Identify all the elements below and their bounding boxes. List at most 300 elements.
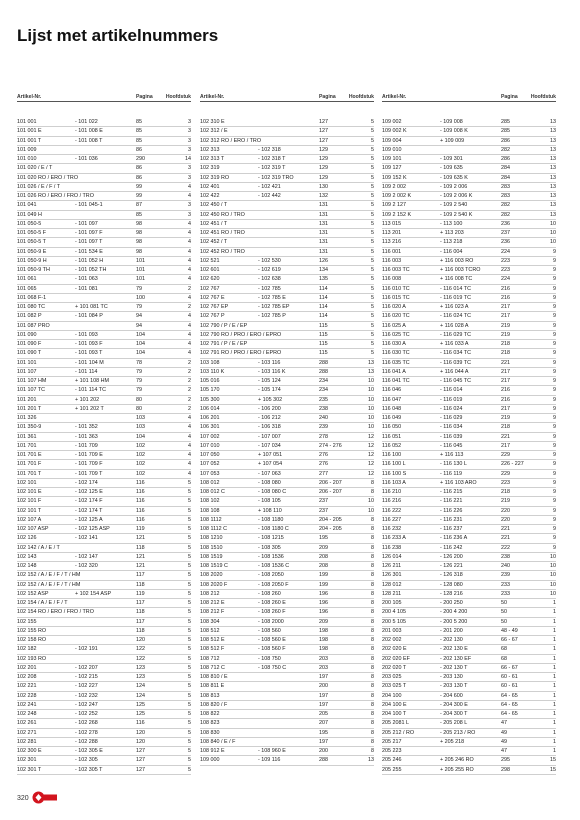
page-ref: 115 <box>319 341 328 347</box>
article-to: - 102 318 <box>258 146 281 153</box>
page-ref: 218 <box>501 341 510 347</box>
article-to: + 116 008 TC <box>440 276 473 283</box>
table-row <box>200 386 374 395</box>
table-row <box>200 248 374 257</box>
article-to: - 109 008 K <box>440 128 468 135</box>
article-to: - 102 247 <box>75 701 98 708</box>
page-ref: 85 <box>136 128 142 135</box>
table-row <box>17 164 191 173</box>
article-from: 116 238 <box>382 544 402 551</box>
article-from: 109 2 002 K <box>382 193 412 199</box>
article-from: 101 061 <box>17 276 37 283</box>
article-from: 109 2 127 <box>382 202 406 209</box>
chapter-ref: 10 <box>368 387 374 394</box>
chapter-ref: 10 <box>550 230 556 236</box>
article-to: - 108 1215 <box>258 535 284 542</box>
article-from: 116 100 L <box>382 461 406 468</box>
page-ref: 102 <box>136 442 145 449</box>
chapter-ref: 10 <box>550 220 556 227</box>
article-to: - 108 1536 <box>258 553 284 560</box>
chapter-ref: 9 <box>553 350 556 357</box>
table-row <box>382 137 556 146</box>
page-ref: 295 <box>501 757 510 764</box>
table-row <box>200 655 374 664</box>
chapter-ref: 2 <box>188 378 191 384</box>
page-ref: 102 <box>136 452 145 458</box>
article-from: 109 2 002 <box>382 183 406 190</box>
page-ref: 238 <box>501 553 510 560</box>
article-to: - 108 960 E <box>258 748 286 754</box>
chapter-ref: 9 <box>553 331 556 338</box>
chapter-ref: 1 <box>553 720 556 727</box>
table-row <box>17 201 191 210</box>
table-row <box>200 682 374 691</box>
table-row <box>17 423 191 432</box>
table-row <box>382 608 556 617</box>
page-ref: 218 <box>501 350 510 357</box>
table-row <box>200 257 374 266</box>
article-from: 116 051 <box>382 433 402 440</box>
table-row <box>382 747 556 756</box>
table-row <box>17 257 191 266</box>
page-ref: 66 - 67 <box>501 637 518 643</box>
article-from: 101 107 HM <box>17 378 47 384</box>
article-to: - 108 2000 <box>258 618 284 625</box>
article-from: 116 100 <box>382 452 402 458</box>
article-from: 101 087 PRO <box>17 322 50 329</box>
article-to: - 116 237 <box>440 526 463 532</box>
chapter-ref: 8 <box>371 646 374 653</box>
article-from: 108 1210 <box>200 535 223 542</box>
article-from: 113 015 <box>382 220 402 227</box>
article-from: 116 020 A <box>382 304 406 310</box>
table-row <box>200 201 374 210</box>
article-from: 102 300 E <box>17 748 42 754</box>
table-row <box>200 183 374 192</box>
page-ref: 277 <box>319 470 328 477</box>
chapter-ref: 5 <box>371 220 374 227</box>
article-to: - 101 008 E <box>75 128 103 135</box>
page-ref: 200 <box>319 748 328 754</box>
article-to: - 101 036 <box>75 156 98 162</box>
article-to: - 201 200 <box>440 627 463 634</box>
article-from: 128 012 <box>382 581 402 588</box>
chapter-ref: 12 <box>368 442 374 449</box>
article-to: - 107 063 <box>258 470 281 477</box>
page-ref: 118 <box>136 627 145 634</box>
chapter-ref: 9 <box>553 396 556 403</box>
article-from: 108 1519 <box>200 553 223 560</box>
article-to: - 102 442 <box>258 193 281 199</box>
chapter-ref: 3 <box>188 174 191 181</box>
article-from: 116 222 <box>382 507 402 514</box>
chapter-ref: 8 <box>371 655 374 662</box>
table-row <box>382 719 556 728</box>
page-ref: 118 <box>136 544 145 551</box>
table-row <box>382 220 556 229</box>
article-from: 102 142 / A / E / T <box>17 544 60 551</box>
table-row <box>382 183 556 192</box>
table-row <box>17 479 191 488</box>
article-to: - 108 2050 F <box>258 581 289 588</box>
article-to: - 102 278 <box>75 729 98 736</box>
chapter-ref: 3 <box>188 165 191 172</box>
page-ref: 233 <box>501 581 510 588</box>
article-to: - 116 215 <box>440 489 463 495</box>
table-row <box>200 756 374 765</box>
chapter-ref: 10 <box>550 239 556 246</box>
table-row <box>17 229 191 238</box>
page-ref: 134 <box>319 267 328 273</box>
page-ref: 226 - 227 <box>501 461 524 468</box>
chapter-ref: 5 <box>371 267 374 273</box>
article-from: 102 620 <box>200 276 220 283</box>
page-ref: 235 <box>319 396 328 403</box>
page-ref: 98 <box>136 248 142 255</box>
chapter-ref: 8 <box>371 516 374 523</box>
article-from: 108 840 / E / F <box>200 738 236 745</box>
page-ref: 127 <box>136 757 145 764</box>
article-from: 200 105 <box>382 600 402 606</box>
table-row <box>200 636 374 645</box>
page-ref: 288 <box>319 368 328 375</box>
page-ref: 217 <box>501 313 510 320</box>
page-ref: 79 <box>136 285 142 292</box>
article-from: 108 1510 <box>200 544 223 551</box>
table-row <box>17 470 191 479</box>
page-ref: 103 <box>136 415 145 421</box>
article-to: - 108 1536 C <box>258 563 290 569</box>
chapter-ref: 8 <box>371 489 374 495</box>
table-row <box>382 201 556 210</box>
article-from: 116 030 A <box>382 341 406 347</box>
page-ref: 64 - 65 <box>501 701 518 708</box>
table-row <box>382 507 556 516</box>
article-to: + 205 255 RO <box>440 766 474 773</box>
article-from: 102 450 / T <box>200 202 228 209</box>
chapter-ref: 3 <box>188 128 191 135</box>
chapter-ref: 9 <box>553 387 556 394</box>
article-column-1 <box>17 90 191 775</box>
article-to: - 102 305 T <box>75 766 103 773</box>
table-row <box>382 618 556 627</box>
article-to: - 101 114 <box>75 368 98 375</box>
table-row <box>17 146 191 155</box>
article-to: - 128 216 <box>440 590 463 597</box>
table-row <box>200 451 374 460</box>
table-row <box>200 396 374 405</box>
chapter-ref: 8 <box>371 544 374 551</box>
page-ref: 199 <box>319 581 328 588</box>
article-to: - 101 104 M <box>75 359 104 366</box>
page-ref: 98 <box>136 239 142 246</box>
article-to: - 109 635 K <box>440 174 468 181</box>
page-ref: 200 <box>319 683 328 690</box>
article-from: 108 1519 C <box>200 563 228 569</box>
page-ref: 102 <box>136 461 145 468</box>
page-ref: 131 <box>319 230 328 236</box>
chapter-ref: 4 <box>188 415 191 421</box>
chapter-ref: 5 <box>188 738 191 745</box>
article-from: 116 035 TC <box>382 359 410 366</box>
table-row <box>17 460 191 469</box>
article-from: 116 100 S <box>382 470 407 477</box>
table-row <box>200 322 374 331</box>
page-ref: 195 <box>319 729 328 736</box>
chapter-ref: 8 <box>371 729 374 736</box>
page-ref: 223 <box>501 267 510 273</box>
page-ref: 126 <box>319 257 328 264</box>
article-from: 116 025 A <box>382 322 406 329</box>
article-from: 205 255 <box>382 766 402 773</box>
chapter-ref: 8 <box>371 590 374 597</box>
chapter-ref: 4 <box>188 350 191 357</box>
article-to: - 103 116 K <box>258 368 286 375</box>
article-from: 102 158 RO <box>17 637 47 643</box>
chapter-ref: 5 <box>371 294 374 301</box>
page-ref: 129 <box>319 146 328 153</box>
chapter-ref: 5 <box>371 276 374 283</box>
chapter-ref: 9 <box>553 489 556 495</box>
chapter-ref: 4 <box>188 331 191 338</box>
article-to: - 102 288 <box>75 738 98 745</box>
table-row <box>382 322 556 331</box>
chapter-ref: 5 <box>188 664 191 671</box>
table-row <box>17 192 191 201</box>
table-row <box>200 192 374 201</box>
page-ref: 223 <box>501 257 510 264</box>
page-ref: 284 <box>501 174 510 181</box>
chapter-ref: 5 <box>188 600 191 606</box>
article-to: - 101 709 <box>75 442 98 449</box>
article-from: 109 2 152 K <box>382 211 412 218</box>
table-row <box>382 359 556 368</box>
table-row <box>382 590 556 599</box>
page-ref: 196 <box>319 600 328 606</box>
article-to: + 116 003 TCRO <box>440 267 481 273</box>
chapter-ref: 9 <box>553 368 556 375</box>
table-row <box>17 636 191 645</box>
table-row <box>17 756 191 765</box>
table-row <box>382 229 556 238</box>
page-ref: 220 <box>501 507 510 514</box>
article-from: 108 810 / E <box>200 674 228 680</box>
table-row <box>382 146 556 155</box>
chapter-ref: 10 <box>368 424 374 431</box>
page-ref: 79 <box>136 378 142 384</box>
page-ref: 122 <box>136 646 145 653</box>
page-ref: 285 <box>501 128 510 135</box>
chapter-ref: 1 <box>553 683 556 690</box>
article-to: - 102 785 E <box>258 294 286 301</box>
table-row <box>17 655 191 664</box>
table-row <box>382 155 556 164</box>
article-to: + 107 054 <box>258 461 283 468</box>
article-from: 116 041 A <box>382 368 406 375</box>
article-from: 108 712 C <box>200 664 225 671</box>
page-ref: 114 <box>319 294 328 301</box>
article-to: - 109 2 006 K <box>440 193 473 199</box>
article-to: - 101 363 <box>75 433 98 440</box>
page-ref: 276 <box>319 452 328 458</box>
article-from: 116 227 <box>382 516 402 523</box>
article-from: 105 300 <box>200 396 220 403</box>
chapter-ref: 13 <box>550 165 556 172</box>
article-from: 102 319 <box>200 165 220 172</box>
article-from: 109 127 <box>382 165 402 172</box>
chapter-ref: 1 <box>553 655 556 662</box>
table-row <box>382 331 556 340</box>
page-ref: 221 <box>501 535 510 542</box>
article-to: - 102 305 <box>75 757 98 764</box>
chapter-ref: 9 <box>553 341 556 347</box>
page-ref: 79 <box>136 368 142 375</box>
table-row <box>382 303 556 312</box>
article-to: + 105 302 <box>258 396 283 403</box>
article-to: + 116 023 A <box>440 304 469 310</box>
chapter-ref: 5 <box>188 757 191 764</box>
table-row <box>382 294 556 303</box>
table-row <box>200 544 374 553</box>
page-ref: 278 <box>319 433 328 440</box>
table-row <box>382 312 556 321</box>
article-from: 108 823 <box>200 720 220 727</box>
page-ref: 116 <box>136 507 145 514</box>
chapter-ref: 4 <box>188 267 191 273</box>
article-from: 106 201 <box>200 415 220 421</box>
article-from: 102 401 <box>200 183 220 190</box>
page-ref: 217 <box>501 442 510 449</box>
article-to: - 101 534 E <box>75 248 103 255</box>
page-ref: 238 <box>319 405 328 412</box>
table-row <box>200 174 374 183</box>
article-from: 102 767 E <box>200 294 225 301</box>
article-to: + 101 202 <box>75 396 100 403</box>
article-to: + 101 108 HM <box>75 378 110 384</box>
table-row <box>200 710 374 719</box>
chapter-ref: 1 <box>553 609 556 616</box>
table-row <box>17 377 191 386</box>
page-ref: 209 <box>319 544 328 551</box>
article-to: + 113 203 <box>440 230 464 236</box>
article-from: 102 310 E <box>200 119 225 125</box>
chapter-ref: 10 <box>368 378 374 384</box>
article-to: - 126 221 <box>440 563 463 569</box>
page-ref: 198 <box>319 637 328 643</box>
table-row <box>200 627 374 636</box>
page-ref: 207 <box>319 720 328 727</box>
chapter-ref: 9 <box>553 535 556 542</box>
article-from: 101 101 <box>17 359 37 366</box>
chapter-ref: 8 <box>371 627 374 634</box>
table-row <box>17 359 191 368</box>
page-ref: 104 <box>136 350 145 357</box>
chapter-ref: 9 <box>553 544 556 551</box>
chapter-ref: 5 <box>188 748 191 754</box>
page-ref: 239 <box>501 572 510 579</box>
article-to: - 108 080 C <box>258 489 287 495</box>
table-row <box>200 645 374 654</box>
page-ref: 121 <box>136 563 145 569</box>
table-row <box>382 451 556 460</box>
article-from: 102 521 <box>200 257 220 264</box>
chapter-ref: 2 <box>188 285 191 292</box>
article-from: 102 107 A <box>17 516 42 523</box>
table-row <box>200 127 374 136</box>
chapter-ref: 8 <box>371 618 374 625</box>
page-ref: 99 <box>136 193 142 199</box>
table-row <box>200 738 374 747</box>
article-from: 101 701 F <box>17 461 42 468</box>
article-from: 102 107 ASP <box>17 526 49 532</box>
page-ref: 114 <box>319 304 328 310</box>
page-ref: 208 <box>319 553 328 560</box>
column-header <box>382 90 556 101</box>
article-from: 101 065 <box>17 285 37 292</box>
table-row <box>200 719 374 728</box>
chapter-ref: 8 <box>371 553 374 560</box>
article-to: - 102 318 T <box>258 156 286 162</box>
chapter-ref: 9 <box>553 359 556 366</box>
article-from: 101 350-9 <box>17 424 42 431</box>
chapter-ref: 5 <box>371 193 374 199</box>
chapter-ref: 3 <box>188 146 191 153</box>
article-to: - 102 785 EP <box>258 304 290 310</box>
article-to: - 113 100 <box>440 220 463 227</box>
page-ref: 219 <box>501 415 510 421</box>
article-from: 101 049 H <box>17 211 42 218</box>
article-from: 109 101 <box>382 156 402 162</box>
chapter-ref: 5 <box>188 516 191 523</box>
page-ref: 49 <box>501 738 507 745</box>
article-from: 108 811 E <box>200 683 225 690</box>
chapter-ref: 5 <box>371 202 374 209</box>
chapter-ref: 13 <box>368 368 374 375</box>
article-to: + 116 003 RO <box>440 257 474 264</box>
article-to: - 109 2 006 <box>440 183 468 190</box>
page-ref: 80 <box>136 396 142 403</box>
table-row <box>17 312 191 321</box>
page-ref: 124 <box>136 683 145 690</box>
article-to: - 116 039 <box>440 433 463 440</box>
page-ref: 85 <box>136 137 142 144</box>
article-from: 109 004 <box>382 137 402 144</box>
article-to: - 101 097 T <box>75 239 103 246</box>
article-from: 105 016 <box>200 378 220 384</box>
table-row <box>17 664 191 673</box>
table-row <box>382 164 556 173</box>
article-from: 126 211 <box>382 563 402 569</box>
article-from: 116 047 <box>382 396 402 403</box>
chapter-ref: 1 <box>553 711 556 717</box>
article-from: 102 319 RO <box>200 174 230 181</box>
table-row <box>200 618 374 627</box>
page-ref: 209 <box>319 618 328 625</box>
article-from: 108 212 <box>200 590 220 597</box>
article-to: - 101 709 E <box>75 452 103 458</box>
page-ref: 127 <box>319 137 328 144</box>
article-from: 109 010 <box>382 146 402 153</box>
article-from: 101 009 <box>17 146 37 153</box>
chapter-ref: 5 <box>371 211 374 218</box>
chapter-ref: 10 <box>368 498 374 505</box>
page-ref: 50 <box>501 618 507 625</box>
page-ref: 66 - 67 <box>501 664 518 671</box>
article-from: 102 312 RO / ERO / TRO <box>200 137 262 144</box>
table-row <box>382 710 556 719</box>
chapter-ref: 5 <box>188 720 191 727</box>
chapter-ref: 9 <box>553 248 556 255</box>
